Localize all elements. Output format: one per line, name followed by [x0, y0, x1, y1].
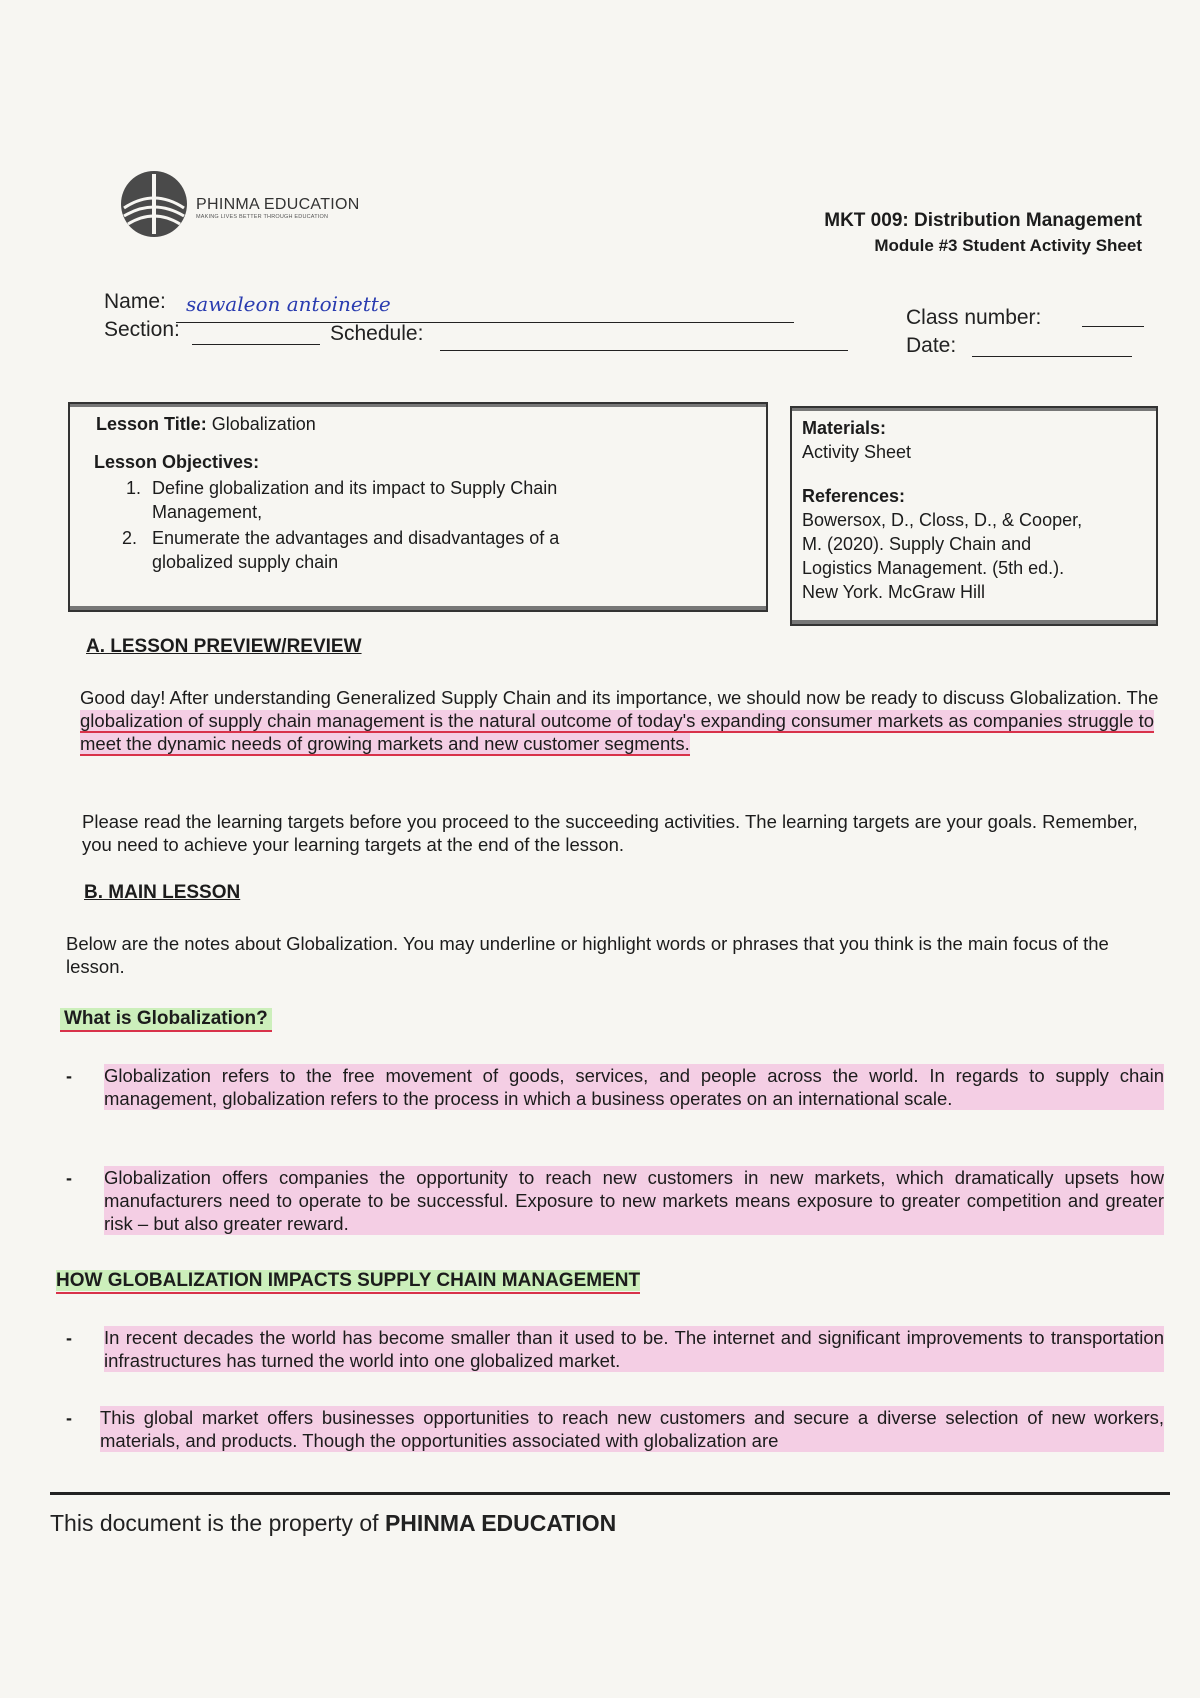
bullet-dash: -	[66, 1168, 72, 1188]
lesson-title-value: Globalization	[211, 414, 316, 434]
class-number-label: Class number:	[906, 306, 1042, 329]
what-bullet-2: Globalization offers companies the opportunity to reach new customers in new markets, which dramatically upsets how manufacturers need to operate to be successful. Exposure to new markets means exposure to greater competition and greater risk – but also greater reward.	[104, 1167, 1164, 1234]
reference-text: Bowersox, D., Closs, D., & Cooper, M. (2020). Supply Chain and Logistics Management. (5th ed.). New York. McGraw Hill	[802, 510, 1083, 602]
what-bullet-1: Globalization refers to the free movement of goods, services, and people across the world. In regards to supply chain management, globalization refers to the process in which a business operates on an international scale.	[104, 1065, 1164, 1109]
lesson-box	[68, 402, 768, 612]
phinma-logo	[118, 168, 190, 240]
lesson-title-label: Lesson Title:	[96, 414, 207, 434]
org-tagline: MAKING LIVES BETTER THROUGH EDUCATION	[196, 214, 329, 220]
section-line[interactable]	[192, 344, 320, 345]
name-line	[176, 322, 794, 323]
date-line[interactable]	[972, 356, 1132, 357]
org-name: PHINMA EDUCATION	[196, 196, 360, 213]
course-title: MKT 009: Distribution Management	[824, 210, 1142, 231]
references-label: References:	[802, 486, 906, 506]
section-label: Section:	[104, 318, 180, 341]
module-title: Module #3 Student Activity Sheet	[874, 236, 1142, 255]
date-label: Date:	[906, 334, 957, 357]
impacts-heading: HOW GLOBALIZATION IMPACTS SUPPLY CHAIN MANAGEMENT	[56, 1270, 640, 1294]
objectives-label: Lesson Objectives:	[94, 452, 260, 472]
section-a-paragraph-1: Good day! After understanding Generalized Supply Chain and its importance, we should now be ready to discuss Globalization. The globalization of supply chain management is the natural outcome of today's expanding consumer markets as companies struggle to meet the dynamic needs of growing markets and new customer segments.	[80, 687, 1159, 754]
objective-item: 2. Enumerate the advantages and disadvantages of a globalized supply chain	[122, 528, 560, 572]
footer-text: This document is the property of PHINMA EDUCATION	[50, 1510, 617, 1536]
name-value[interactable]: sawaleon antoinette	[186, 292, 391, 316]
footer-divider	[50, 1492, 1170, 1495]
name-label: Name:	[104, 290, 166, 313]
section-b-intro: Below are the notes about Globalization. You may underline or highlight words or phrases that you think is the main focus of the lesson.	[66, 933, 1109, 977]
bullet-dash: -	[66, 1408, 72, 1428]
bullet-dash: -	[66, 1066, 72, 1086]
materials-value: Activity Sheet	[802, 442, 912, 462]
objective-item: 1. Define globalization and its impact to Supply Chain Management,	[126, 478, 558, 522]
schedule-label: Schedule:	[330, 322, 424, 345]
schedule-line[interactable]	[440, 350, 848, 351]
highlighted-text: globalization of supply chain management is the natural outcome of today's expanding consumer markets as companies struggle to meet the dynamic needs of growing markets and new customer segments.	[80, 710, 1155, 754]
class-number-line[interactable]	[1082, 326, 1144, 327]
impacts-bullet-2: This global market offers businesses opportunities to reach new customers and secure a diverse selection of new workers, materials, and products. Though the opportunities associated with globalization are	[100, 1407, 1164, 1451]
section-a-paragraph-2: Please read the learning targets before you proceed to the succeeding activities. The learning targets are your goals. Remember, you need to achieve your learning targets at the end of the lesson.	[82, 811, 1138, 855]
impacts-bullet-1: In recent decades the world has become smaller than it used to be. The internet and significant improvements to transportation infrastructures has turned the world into one globalized market.	[104, 1327, 1164, 1371]
section-b-heading: B. MAIN LESSON	[84, 882, 241, 903]
materials-label: Materials:	[802, 418, 887, 438]
what-is-globalization-heading: What is Globalization?	[60, 1008, 272, 1032]
section-a-heading: A. LESSON PREVIEW/REVIEW	[86, 636, 362, 657]
bullet-dash: -	[66, 1328, 72, 1348]
materials-box	[790, 406, 1158, 626]
